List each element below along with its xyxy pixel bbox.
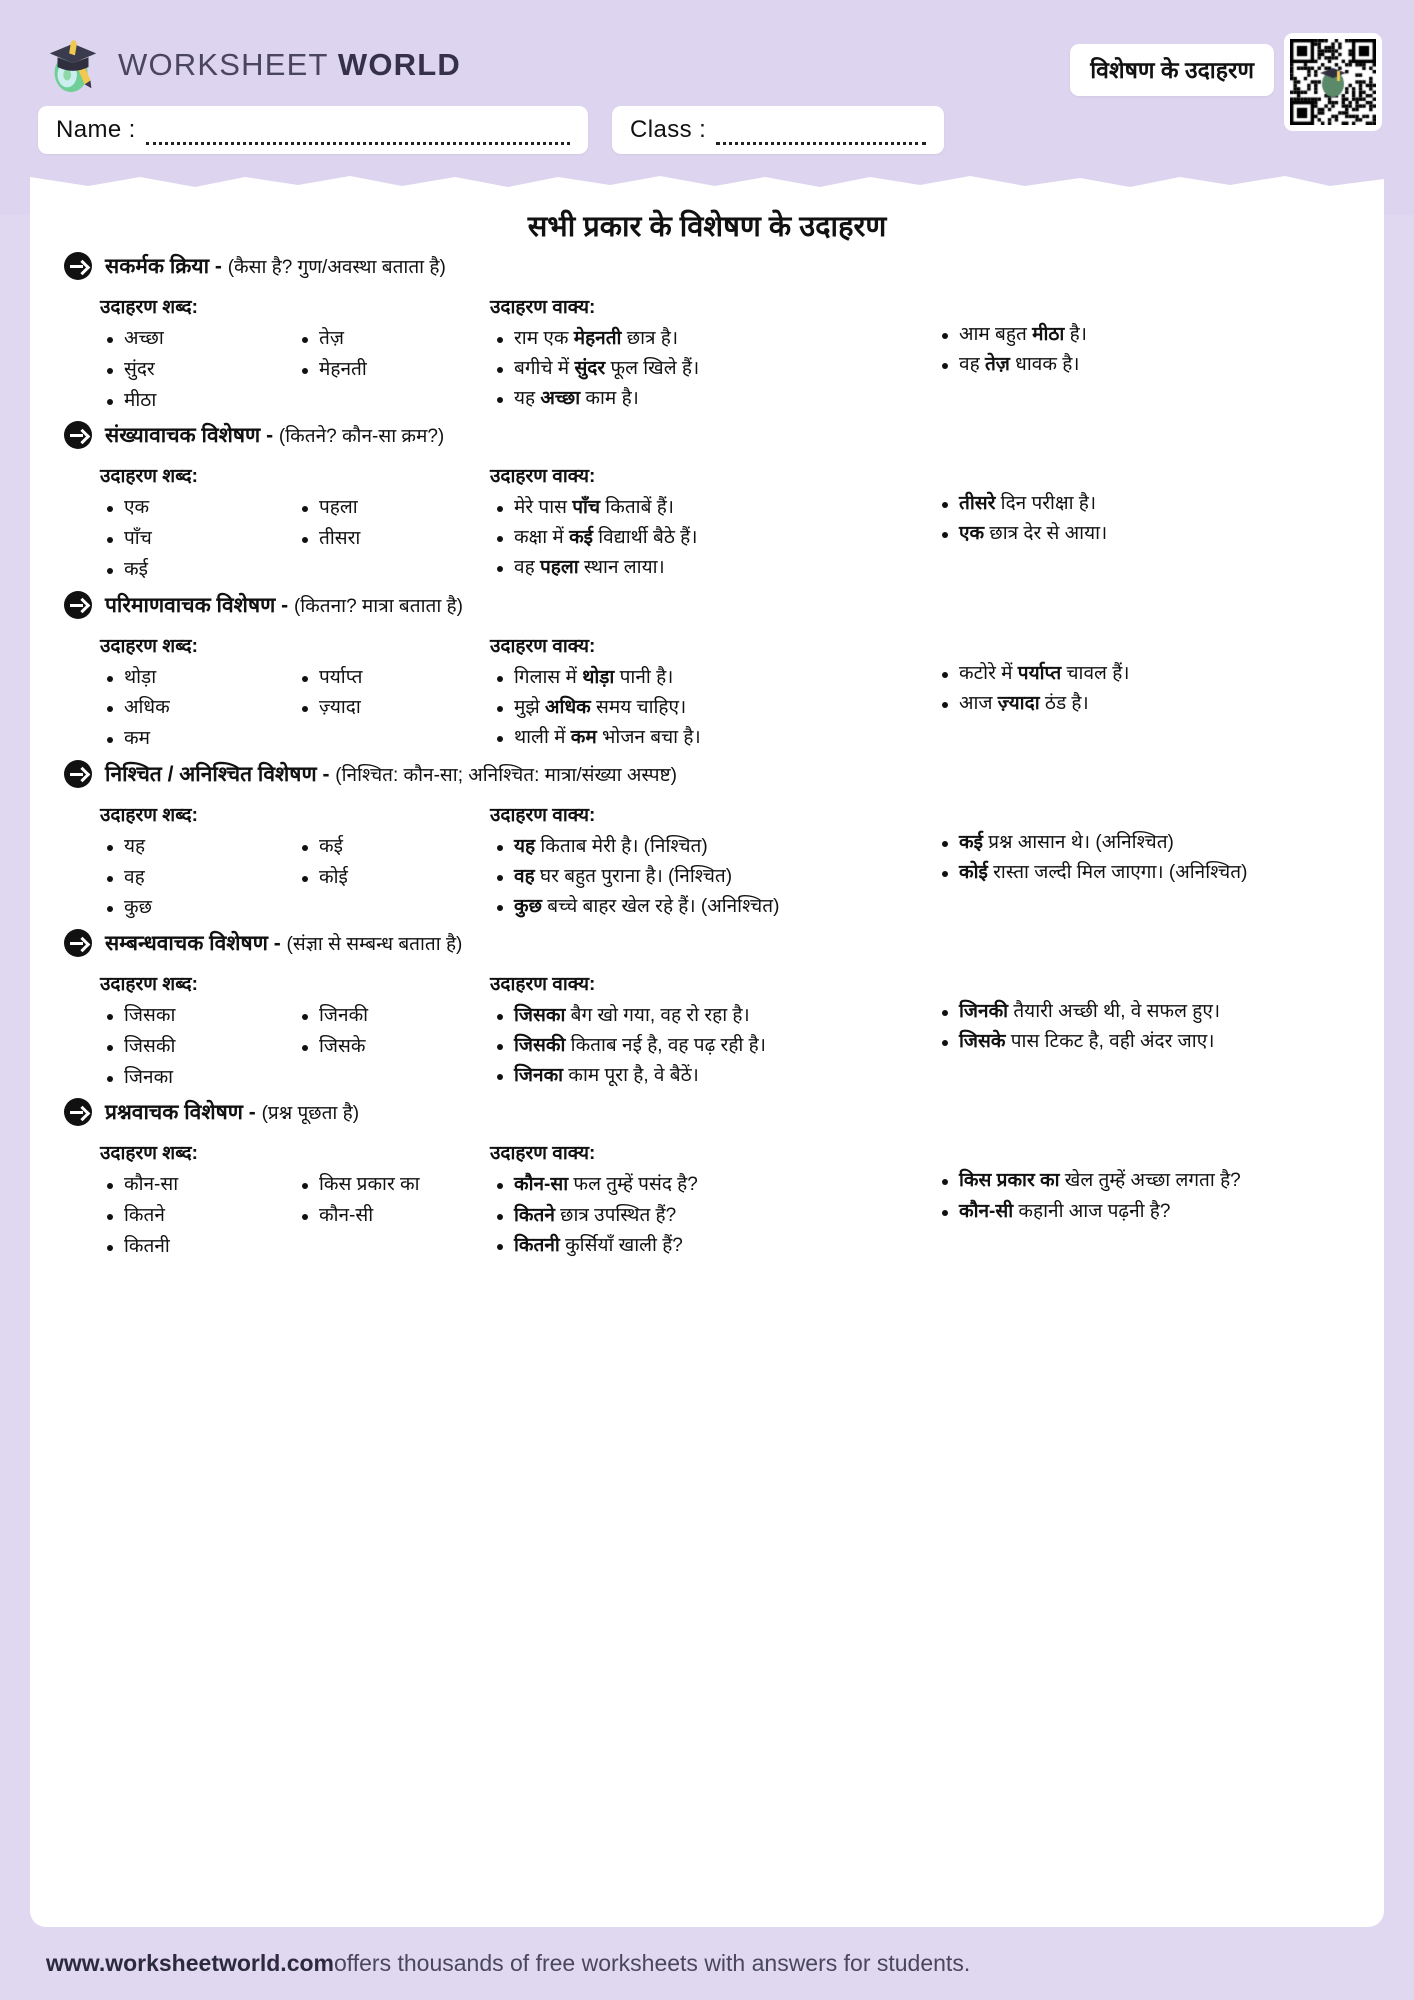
list-item	[490, 1001, 935, 1031]
example-sentences-column-2	[935, 801, 1335, 924]
section-header	[64, 1098, 1350, 1126]
list-item: मेहनती	[295, 355, 490, 386]
list-item	[490, 1170, 935, 1200]
list-item	[490, 693, 935, 723]
highlighted-adjective: अच्छा	[540, 388, 581, 410]
arrow-right-circle-icon	[64, 760, 92, 788]
sections-container	[30, 252, 1384, 1268]
highlighted-adjective: पहला	[539, 557, 579, 579]
brand-name-bold: WORLD	[337, 47, 461, 82]
list-item	[490, 892, 935, 922]
list-item	[490, 1061, 935, 1091]
sentence-suffix: स्थान लाया।	[578, 557, 665, 579]
list-item	[490, 354, 935, 384]
highlighted-adjective: कई	[569, 527, 593, 549]
highlighted-adjective: कौन-सी	[959, 1200, 1014, 1222]
example-sentences-label: उदाहरण वाक्य:	[490, 466, 596, 488]
sentence-suffix: खेल तुम्हें अच्छा लगता है?	[1059, 1170, 1241, 1192]
sentence-suffix: काम है।	[580, 388, 639, 410]
word-list	[295, 832, 490, 924]
example-words-label: उदाहरण शब्द:	[100, 635, 198, 657]
list-item	[490, 324, 935, 354]
highlighted-adjective: कौन-सा	[514, 1174, 569, 1196]
page-title: सभी प्रकार के विशेषण के उदाहरण	[527, 211, 887, 243]
list-item	[490, 493, 935, 523]
sentence-prefix: मुझे	[514, 696, 546, 718]
highlighted-adjective: कम	[570, 726, 597, 748]
section-title-dash: -	[209, 255, 228, 278]
list-item	[935, 489, 1335, 519]
arrow-right-circle-icon	[64, 1098, 92, 1126]
highlighted-adjective: जिसकी	[514, 1035, 566, 1057]
highlighted-adjective: जिसके	[959, 1031, 1006, 1053]
sentence-suffix: फूल खिले हैं।	[605, 358, 700, 380]
list-item: यह	[100, 832, 295, 863]
highlighted-adjective: तीसरे	[959, 493, 996, 515]
sentence-suffix: काम पूरा है, वे बैठें।	[563, 1065, 699, 1087]
graduation-cap-pencil-logo-icon	[42, 34, 104, 96]
list-item: पाँच	[100, 524, 295, 555]
list-item: एक	[100, 493, 295, 524]
word-list	[100, 1170, 295, 1262]
list-item	[490, 553, 935, 583]
example-words-column	[100, 801, 490, 924]
sentence-list	[935, 1166, 1335, 1226]
list-item	[490, 862, 935, 892]
section-header	[64, 929, 1350, 957]
qr-code-icon[interactable]	[1284, 33, 1382, 131]
section-body	[64, 1139, 1350, 1262]
word-columns	[100, 1001, 490, 1093]
word-list	[295, 663, 490, 755]
section-body	[64, 970, 1350, 1093]
worksheet-topic-chip: विशेषण के उदाहरण	[1070, 44, 1274, 96]
list-item: सुंदर	[100, 355, 295, 386]
sentence-list	[490, 1170, 935, 1260]
sentence-suffix: रास्ता जल्दी मिल जाएगा। (अनिश्चित)	[987, 861, 1248, 883]
arrow-right-circle-icon	[64, 929, 92, 957]
list-item: ज़्यादा	[295, 693, 490, 724]
sentence-list	[490, 663, 935, 753]
list-item	[490, 723, 935, 753]
list-item: कितने	[100, 1201, 295, 1232]
list-item: पहला	[295, 493, 490, 524]
highlighted-adjective: मेहनती	[573, 328, 622, 349]
word-list	[100, 324, 295, 416]
adjective-section	[30, 421, 1384, 585]
list-item: पर्याप्त	[295, 663, 490, 694]
class-label: Class :	[630, 116, 707, 143]
highlighted-adjective: वह	[514, 865, 535, 887]
section-title	[105, 421, 444, 449]
highlighted-adjective: एक	[959, 523, 985, 545]
list-item: वह	[100, 863, 295, 894]
sentence-suffix: ठंड है।	[1039, 692, 1089, 714]
word-list	[295, 1001, 490, 1093]
example-sentences-column	[490, 1139, 935, 1262]
sentence-suffix: बैग खो गया, वह रो रहा है।	[565, 1005, 750, 1027]
highlighted-adjective: सुंदर	[574, 358, 606, 380]
example-sentences-label: उदाहरण वाक्य:	[490, 297, 596, 318]
highlighted-adjective: पाँच	[572, 497, 601, 519]
section-question: (निश्चित: कौन-सा; अनिश्चित: मात्रा/संख्या अस्पष्ट)	[335, 764, 677, 786]
example-words-column	[100, 632, 490, 755]
example-sentences-column-2	[935, 462, 1335, 585]
list-item: जिनकी	[295, 1001, 490, 1032]
example-sentences-column-2	[935, 1139, 1335, 1262]
sentence-suffix: किताबें हैं।	[600, 497, 674, 519]
section-header	[64, 760, 1350, 788]
word-columns	[100, 1170, 490, 1262]
sentence-suffix: विद्यार्थी बैठे हैं।	[592, 527, 698, 549]
brand-name	[118, 47, 461, 83]
word-list	[100, 1001, 295, 1093]
list-item: थोड़ा	[100, 663, 295, 694]
sentence-prefix: वह	[959, 354, 985, 376]
section-title-dash: -	[316, 762, 336, 786]
sentence-suffix: है।	[1064, 324, 1087, 345]
list-item	[935, 659, 1335, 689]
section-header	[64, 591, 1350, 619]
sentence-suffix: पानी है।	[614, 666, 674, 688]
word-columns	[100, 324, 490, 416]
qr-code-canvas	[1290, 39, 1376, 125]
list-item	[490, 832, 935, 862]
brand-name-light: WORKSHEET	[118, 47, 329, 82]
example-sentences-column	[490, 293, 935, 416]
list-item: किस प्रकार का	[295, 1170, 490, 1201]
highlighted-adjective: ज़्यादा	[997, 692, 1040, 714]
section-title	[105, 591, 463, 619]
highlighted-adjective: कितनी	[514, 1234, 560, 1256]
example-words-label: उदाहरण शब्द:	[100, 1143, 198, 1165]
adjective-section	[30, 929, 1384, 1093]
sentence-suffix: किताब मेरी है। (निश्चित)	[535, 835, 708, 857]
sentence-suffix: प्रश्न आसान थे। (अनिश्चित)	[982, 831, 1174, 853]
example-words-column	[100, 970, 490, 1093]
highlighted-adjective: जिनका	[514, 1065, 564, 1087]
sentence-list	[490, 324, 935, 414]
sentence-suffix: फल तुम्हें पसंद है?	[568, 1174, 698, 1196]
highlighted-adjective: जिसका	[514, 1005, 566, 1027]
list-item: अच्छा	[100, 324, 295, 355]
section-title-dash: -	[260, 424, 279, 448]
list-item	[935, 350, 1335, 380]
highlighted-adjective: किस प्रकार का	[959, 1170, 1060, 1192]
highlighted-adjective: अधिक	[545, 696, 591, 718]
name-label: Name :	[56, 116, 136, 143]
sentence-prefix: थाली में	[514, 726, 571, 748]
adjective-section	[30, 591, 1384, 755]
highlighted-adjective: कोई	[959, 861, 988, 883]
name-input-line[interactable]	[146, 142, 570, 145]
brand-logo	[42, 34, 461, 96]
example-sentences-column-2	[935, 293, 1335, 416]
highlighted-adjective: मीठा	[1032, 324, 1065, 345]
torn-paper-edge	[30, 172, 1384, 194]
list-item	[935, 828, 1335, 858]
sentence-prefix: यह	[514, 388, 541, 410]
example-sentences-column-2	[935, 970, 1335, 1093]
example-words-column	[100, 293, 490, 416]
list-item: अधिक	[100, 693, 295, 724]
sentence-suffix: छात्र देर से आया।	[984, 523, 1108, 545]
example-sentences-column-2	[935, 632, 1335, 755]
sentence-suffix: छात्र उपस्थित हैं?	[554, 1204, 677, 1226]
sentence-suffix: भोजन बचा है।	[596, 726, 701, 748]
example-sentences-label: उदाहरण वाक्य:	[490, 804, 596, 826]
example-words-label: उदाहरण शब्द:	[100, 804, 198, 826]
highlighted-adjective: यह	[514, 835, 536, 857]
list-item	[935, 689, 1335, 719]
section-header	[64, 252, 1350, 280]
list-item	[935, 1166, 1335, 1196]
footer-tagline: offers thousands of free worksheets with answers for students.	[333, 1950, 971, 1976]
section-title-name: संख्यावाचक विशेषण	[105, 424, 261, 448]
name-field[interactable]	[38, 106, 588, 154]
list-item	[490, 1031, 935, 1061]
word-list	[100, 832, 295, 924]
sentence-list	[490, 832, 935, 922]
sentence-suffix: दिन परीक्षा है।	[995, 493, 1097, 515]
list-item: मीठा	[100, 386, 295, 417]
section-title-dash: -	[267, 932, 287, 956]
word-list	[295, 493, 490, 585]
word-columns	[100, 663, 490, 755]
sentence-suffix: धावक है।	[1009, 354, 1080, 376]
section-title-name: सकर्मक क्रिया	[105, 255, 210, 278]
sentence-list	[935, 320, 1335, 380]
list-item: जिनका	[100, 1063, 295, 1094]
sentence-prefix: गिलास में	[514, 666, 583, 688]
list-item: जिसके	[295, 1032, 490, 1063]
adjective-section	[30, 1098, 1384, 1262]
list-item: कई	[295, 832, 490, 863]
sentence-suffix: कहानी आज पढ़नी है?	[1013, 1200, 1171, 1222]
section-body	[64, 801, 1350, 924]
section-title	[105, 760, 677, 788]
example-words-column	[100, 1139, 490, 1262]
list-item	[935, 320, 1335, 350]
highlighted-adjective: कुछ	[514, 895, 542, 917]
list-item: जिसका	[100, 1001, 295, 1032]
example-sentences-label: उदाहरण वाक्य:	[490, 635, 596, 657]
sentence-prefix: कटोरे में	[959, 662, 1018, 684]
list-item: कौन-सी	[295, 1201, 490, 1232]
sentence-suffix: किताब नई है, वह पढ़ रही है।	[565, 1035, 766, 1057]
example-words-label: उदाहरण शब्द:	[100, 974, 198, 996]
arrow-right-circle-icon	[64, 591, 92, 619]
list-item	[490, 384, 935, 414]
sentence-prefix: वह	[514, 557, 540, 579]
section-title-name: प्रश्नवाचक विशेषण	[105, 1101, 243, 1125]
sentence-prefix: राम एक	[514, 328, 574, 349]
section-header	[64, 421, 1350, 449]
example-sentences-label: उदाहरण वाक्य:	[490, 1143, 596, 1165]
list-item: तीसरा	[295, 524, 490, 555]
list-item	[935, 1027, 1335, 1057]
example-words-column	[100, 462, 490, 585]
arrow-right-circle-icon	[64, 252, 92, 280]
section-title-name: निश्चित / अनिश्चित विशेषण	[105, 762, 317, 786]
sentence-prefix: बगीचे में	[514, 358, 575, 380]
highlighted-adjective: तेज़	[984, 354, 1010, 376]
word-list	[100, 493, 295, 585]
sentence-suffix: बच्चे बाहर खेल रहे हैं। (अनिश्चित)	[541, 895, 780, 917]
section-title-dash: -	[275, 593, 294, 617]
list-item	[935, 997, 1335, 1027]
sentence-prefix: आज	[959, 692, 998, 714]
footer-url[interactable]: www.worksheetworld.com	[46, 1950, 334, 1976]
sentence-prefix: मेरे पास	[514, 497, 573, 519]
example-sentences-column	[490, 970, 935, 1093]
worksheet-sheet	[30, 172, 1384, 1927]
example-sentences-label: उदाहरण वाक्य:	[490, 974, 596, 996]
section-question: (कैसा है? गुण/अवस्था बताता है)	[227, 257, 446, 278]
section-body	[64, 632, 1350, 755]
sentence-suffix: चावल हैं।	[1061, 662, 1130, 684]
list-item	[935, 519, 1335, 549]
highlighted-adjective: जिनकी	[959, 1001, 1009, 1023]
section-question: (संज्ञा से सम्बन्ध बताता है)	[286, 934, 463, 956]
list-item: कुछ	[100, 893, 295, 924]
sentence-prefix: कक्षा में	[514, 527, 570, 549]
section-body	[64, 293, 1350, 416]
example-sentences-column	[490, 462, 935, 585]
word-columns	[100, 832, 490, 924]
sentence-suffix: तैयारी अच्छी थी, वे सफल हुए।	[1008, 1001, 1221, 1023]
sentence-list	[935, 489, 1335, 549]
sentence-list	[935, 828, 1335, 888]
list-item: कम	[100, 724, 295, 755]
word-list	[100, 663, 295, 755]
section-question: (कितना? मात्रा बताता है)	[293, 595, 463, 617]
sentence-list	[490, 493, 935, 583]
section-title	[105, 252, 446, 280]
word-list	[295, 1170, 490, 1262]
list-item	[490, 1201, 935, 1231]
example-sentences-column	[490, 801, 935, 924]
page-footer	[0, 1927, 1414, 2000]
list-item	[490, 663, 935, 693]
highlighted-adjective: थोड़ा	[582, 666, 615, 688]
section-title	[105, 1098, 359, 1126]
highlighted-adjective: कई	[959, 831, 983, 853]
sentence-suffix: घर बहुत पुराना है। (निश्चित)	[534, 865, 733, 887]
section-question: (कितने? कौन-सा क्रम?)	[278, 426, 445, 448]
section-title-name: परिमाणवाचक विशेषण	[105, 593, 276, 617]
highlighted-adjective: पर्याप्त	[1017, 662, 1062, 684]
list-item: तेज़	[295, 324, 490, 355]
sentence-suffix: छात्र है।	[621, 328, 679, 349]
class-input-line[interactable]	[716, 142, 926, 145]
section-title	[105, 929, 462, 957]
list-item: कोई	[295, 863, 490, 894]
sentence-suffix: कुर्सियाँ खाली हैं?	[559, 1234, 683, 1256]
list-item	[490, 523, 935, 553]
list-item: कौन-सा	[100, 1170, 295, 1201]
highlighted-adjective: कितने	[514, 1204, 555, 1226]
list-item	[490, 1231, 935, 1261]
word-list	[295, 324, 490, 416]
list-item: जिसकी	[100, 1032, 295, 1063]
sentence-list	[935, 997, 1335, 1057]
sentence-suffix: पास टिकट है, वही अंदर जाए।	[1005, 1031, 1215, 1053]
example-sentences-column	[490, 632, 935, 755]
section-body	[64, 462, 1350, 585]
word-columns	[100, 493, 490, 585]
list-item	[935, 858, 1335, 888]
arrow-right-circle-icon	[64, 421, 92, 449]
section-title-dash: -	[242, 1101, 262, 1125]
class-field[interactable]	[612, 106, 944, 154]
list-item: कितनी	[100, 1232, 295, 1263]
sentence-suffix: समय चाहिए।	[590, 696, 687, 718]
adjective-section	[30, 252, 1384, 416]
section-title-name: सम्बन्धवाचक विशेषण	[105, 932, 268, 956]
adjective-section	[30, 760, 1384, 924]
list-item: कई	[100, 555, 295, 586]
sentence-list	[490, 1001, 935, 1091]
sentence-prefix: आम बहुत	[959, 324, 1033, 345]
section-question: (प्रश्न पूछता है)	[261, 1103, 360, 1125]
example-words-label: उदाहरण शब्द:	[100, 466, 198, 488]
example-words-label: उदाहरण शब्द:	[100, 297, 198, 318]
sentence-list	[935, 659, 1335, 719]
list-item	[935, 1197, 1335, 1227]
